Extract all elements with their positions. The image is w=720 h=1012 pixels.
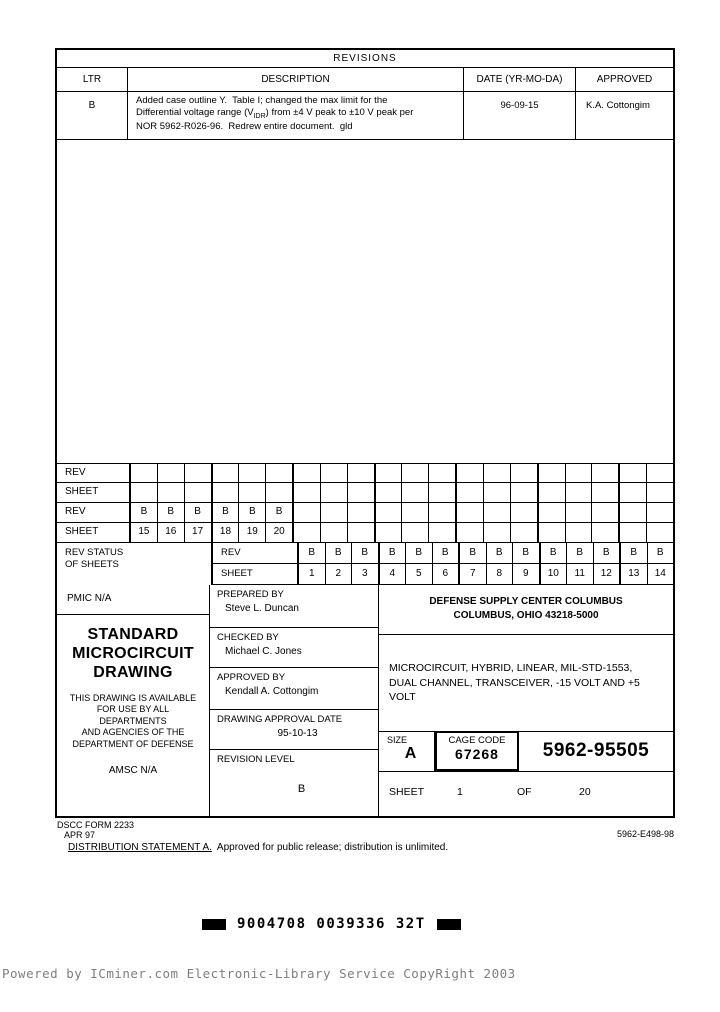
revision-level-value: B xyxy=(297,783,306,795)
cage-code-label: CAGE CODE xyxy=(448,735,506,746)
grid-cell: 1 xyxy=(297,564,325,584)
revisions-header-row xyxy=(57,68,673,92)
grid-cell xyxy=(483,483,510,502)
prepared-by-box xyxy=(210,585,378,628)
of-label: OF xyxy=(517,786,532,798)
grid-cell xyxy=(320,523,347,542)
amsc-label: AMSC N/A xyxy=(108,765,158,777)
grid-cell xyxy=(428,464,455,482)
grid-cell xyxy=(401,464,428,482)
grid-cell xyxy=(565,464,592,482)
revision-ltr: B xyxy=(57,92,128,139)
form-number: DSCC FORM 2233 xyxy=(57,820,135,830)
size-label: SIZE xyxy=(387,735,408,745)
table-row xyxy=(57,463,673,483)
grid-cell xyxy=(184,464,211,482)
grid-cell: B xyxy=(265,503,292,522)
grid-cell: B xyxy=(593,543,620,563)
grid-cell xyxy=(374,483,402,502)
grid-cell: 7 xyxy=(458,564,486,584)
grid-cell xyxy=(157,483,184,502)
grid-cell xyxy=(292,483,320,502)
smd-title-line2: MICROCIRCUIT xyxy=(72,645,194,663)
grid-cell xyxy=(618,464,646,482)
table-row xyxy=(213,564,673,585)
grid-cell: B xyxy=(238,503,265,522)
part-number: 5962-95505 xyxy=(542,740,650,761)
agency-line2: COLUMBUS, OHIO 43218-5000 xyxy=(453,609,599,621)
availability-line: FOR USE BY ALL xyxy=(96,704,170,715)
grid-cell: 13 xyxy=(619,564,647,584)
availability-line: DEPARTMENT OF DEFENSE xyxy=(72,738,194,749)
grid-cell xyxy=(646,503,673,522)
grid-cell xyxy=(211,483,239,502)
document-reference: 5962-E498-98 xyxy=(616,829,674,839)
availability-note xyxy=(57,693,209,751)
grid-cell xyxy=(347,523,374,542)
grid-cells xyxy=(129,483,673,502)
grid-cell xyxy=(292,464,320,482)
header-date: DATE (YR-MO-DA) xyxy=(464,68,576,91)
sheet-number: 1 xyxy=(457,786,463,798)
grid-cell xyxy=(211,464,239,482)
barcode-strip xyxy=(202,916,461,932)
grid-cell xyxy=(455,483,483,502)
grid-cell: 2 xyxy=(325,564,352,584)
grid-cell xyxy=(618,503,646,522)
smd-title-line3: DRAWING xyxy=(93,664,173,682)
grid-cell: 19 xyxy=(238,523,265,542)
grid-cell xyxy=(537,483,565,502)
checked-by-value: Michael C. Jones xyxy=(225,646,302,657)
agency-name xyxy=(379,585,673,635)
grid-cell xyxy=(646,523,673,542)
grid-cell xyxy=(320,464,347,482)
grid-cell xyxy=(591,523,618,542)
grid-cells xyxy=(297,543,673,563)
grid-cell xyxy=(374,503,402,522)
grid-cell xyxy=(537,464,565,482)
grid-cell: B xyxy=(129,503,157,522)
grid-cells xyxy=(129,523,673,542)
distribution-statement-body: Approved for public release; distribution is unlimited. xyxy=(211,842,449,853)
grid-cell xyxy=(510,464,537,482)
row-label-sheet: SHEET xyxy=(65,486,99,497)
grid-cell xyxy=(265,483,292,502)
header-approved: APPROVED xyxy=(596,74,653,85)
rev-status-grid xyxy=(213,543,673,585)
cage-code-value: 67268 xyxy=(455,746,499,762)
grid-cell xyxy=(157,464,184,482)
grid-cell: B xyxy=(566,543,593,563)
grid-cell: 17 xyxy=(184,523,211,542)
header-ltr: LTR xyxy=(57,68,128,91)
grid-cell xyxy=(565,503,592,522)
grid-cell xyxy=(618,483,646,502)
grid-cell xyxy=(646,464,673,482)
sheet-count-row xyxy=(379,772,673,816)
rev-status-caption xyxy=(57,543,213,585)
row-label-sheet: SHEET xyxy=(65,526,99,537)
grid-cell xyxy=(401,503,428,522)
smd-title-line1: STANDARD xyxy=(87,626,179,643)
grid-cell xyxy=(646,483,673,502)
row-label-rev: REV xyxy=(65,467,86,478)
grid-cell xyxy=(374,523,402,542)
total-sheets: 20 xyxy=(579,786,591,798)
grid-cell xyxy=(455,503,483,522)
grid-cell: B xyxy=(184,503,211,522)
prepared-by-label: PREPARED BY xyxy=(217,589,284,600)
grid-cell xyxy=(265,464,292,482)
prepared-by-value: Steve L. Duncan xyxy=(225,603,299,614)
grid-cell xyxy=(537,523,565,542)
grid-cell xyxy=(347,464,374,482)
grid-cell xyxy=(374,464,402,482)
grid-cells xyxy=(297,564,673,584)
grid-cell xyxy=(238,483,265,502)
revisions-title: REVISIONS xyxy=(57,50,673,68)
grid-cell: B xyxy=(297,543,325,563)
grid-cell xyxy=(455,464,483,482)
grid-cell xyxy=(129,464,157,482)
revision-description-line1: Added case outline Y. Table I; changed the max limit for the xyxy=(136,95,388,106)
device-description xyxy=(379,635,673,732)
grid-cell xyxy=(591,503,618,522)
grid-cell: 9 xyxy=(512,564,539,584)
size-cage-part-row xyxy=(379,732,673,772)
device-description-line: MICROCIRCUIT, HYBRID, LINEAR, MIL-STD-1553, xyxy=(389,661,633,674)
table-row xyxy=(57,503,673,523)
grid-cell: 18 xyxy=(211,523,239,542)
agency-line1: DEFENSE SUPPLY CENTER COLUMBUS xyxy=(429,596,623,607)
grid-cell: 8 xyxy=(486,564,513,584)
checked-by-label: CHECKED BY xyxy=(217,632,279,643)
device-description-line: VOLT xyxy=(389,691,416,704)
grid-cell: B xyxy=(619,543,647,563)
rev-status-caption-line1: REV STATUS xyxy=(65,547,124,558)
title-block-right xyxy=(379,585,673,816)
barcode-block-left-icon xyxy=(202,919,226,930)
grid-cell: B xyxy=(539,543,567,563)
grid-cell xyxy=(238,464,265,482)
revision-level-box xyxy=(210,750,378,816)
grid-cell: B xyxy=(211,503,239,522)
checked-by-box xyxy=(210,628,378,668)
grid-cell xyxy=(510,483,537,502)
approved-by-label: APPROVED BY xyxy=(217,672,286,683)
revision-approved: K.A. Cottongim xyxy=(586,100,650,111)
grid-cell xyxy=(292,503,320,522)
rev-status-caption-line2: OF SHEETS xyxy=(65,558,119,570)
grid-cell xyxy=(591,483,618,502)
header-description: DESCRIPTION xyxy=(128,68,464,91)
distribution-statement-title: DISTRIBUTION STATEMENT A. xyxy=(68,842,212,853)
grid-cell xyxy=(510,523,537,542)
grid-cell: B xyxy=(405,543,432,563)
grid-cell xyxy=(483,523,510,542)
grid-cell: 5 xyxy=(405,564,432,584)
grid-cell: B xyxy=(432,543,459,563)
grid-cell xyxy=(401,523,428,542)
revision-description-line2: Differential voltage range (V xyxy=(136,106,254,118)
grid-cell xyxy=(428,523,455,542)
grid-cells xyxy=(129,503,673,522)
grid-cell xyxy=(347,503,374,522)
row-label-rev: REV xyxy=(221,547,241,558)
title-block xyxy=(57,585,673,816)
grid-cell xyxy=(455,523,483,542)
barcode-block-right-icon xyxy=(437,919,461,930)
form-date: APR 97 xyxy=(64,830,96,840)
availability-line: AND AGENCIES OF THE xyxy=(81,727,185,738)
grid-cell: 10 xyxy=(539,564,567,584)
grid-cell xyxy=(537,503,565,522)
grid-cell xyxy=(428,483,455,502)
grid-cell xyxy=(483,464,510,482)
grid-cell: 11 xyxy=(566,564,593,584)
revision-level-label: REVISION LEVEL xyxy=(217,754,295,765)
grid-cell: B xyxy=(157,503,184,522)
approval-date-value: 95-10-13 xyxy=(277,728,318,739)
revision-date: 96-09-15 xyxy=(464,92,576,139)
device-description-line: DUAL CHANNEL, TRANSCEIVER, -15 VOLT AND +5 xyxy=(389,676,640,689)
title-block-middle xyxy=(210,585,379,816)
availability-line: THIS DRAWING IS AVAILABLE xyxy=(69,692,197,703)
grid-cell xyxy=(129,483,157,502)
grid-cell: B xyxy=(378,543,406,563)
grid-cell: B xyxy=(512,543,539,563)
cage-code-cell xyxy=(435,732,519,771)
grid-cell xyxy=(347,483,374,502)
grid-cell xyxy=(565,523,592,542)
distribution-statement xyxy=(68,842,448,853)
grid-cell: 20 xyxy=(265,523,292,542)
size-cell xyxy=(379,732,435,771)
approved-by-value: Kendall A. Cottongim xyxy=(225,686,319,697)
grid-cell: 15 xyxy=(129,523,157,542)
grid-cell: 14 xyxy=(647,564,674,584)
grid-cell xyxy=(428,503,455,522)
rev-status-table xyxy=(57,543,673,585)
approval-date-label: DRAWING APPROVAL DATE xyxy=(217,714,343,725)
grid-cell xyxy=(510,503,537,522)
grid-cell xyxy=(292,523,320,542)
table-row xyxy=(213,543,673,564)
grid-cell xyxy=(401,483,428,502)
grid-cell xyxy=(565,483,592,502)
grid-cell xyxy=(320,503,347,522)
row-label-rev: REV xyxy=(65,506,86,517)
grid-cell: 6 xyxy=(432,564,459,584)
grid-cell: 12 xyxy=(593,564,620,584)
table-row xyxy=(57,483,673,503)
grid-cell: 3 xyxy=(351,564,378,584)
blank-drawing-area xyxy=(57,140,673,463)
approval-date-box xyxy=(210,710,378,750)
grid-cell: B xyxy=(647,543,674,563)
grid-cells xyxy=(129,464,673,482)
title-block-left xyxy=(57,585,210,816)
grid-cell: 16 xyxy=(157,523,184,542)
grid-cell: B xyxy=(458,543,486,563)
approved-by-box xyxy=(210,668,378,710)
sheet-label: SHEET xyxy=(389,786,425,798)
pmic-label: PMIC N/A xyxy=(57,585,209,615)
barcode-text: 9004708 0039336 32T xyxy=(237,916,426,932)
library-watermark: Powered by ICminer.com Electronic-Library Service CopyRight 2003 xyxy=(2,966,516,981)
grid-cell: B xyxy=(351,543,378,563)
revision-description-subscript: IDR xyxy=(253,112,266,120)
sheet-status-upper-table xyxy=(57,463,673,543)
grid-cell xyxy=(483,503,510,522)
smd-area xyxy=(57,615,209,816)
availability-line: DEPARTMENTS xyxy=(99,715,167,726)
grid-cell xyxy=(184,483,211,502)
document-border xyxy=(55,48,675,818)
revision-description-line3: NOR 5962-R026-96. Redrew entire document. gld xyxy=(136,121,353,132)
grid-cell xyxy=(591,464,618,482)
revision-description-line2b: ) from ±4 V peak to ±10 V peak per xyxy=(265,106,414,118)
grid-cell: 4 xyxy=(378,564,406,584)
row-label-sheet: SHEET xyxy=(221,568,253,579)
size-value: A xyxy=(404,745,417,762)
grid-cell xyxy=(618,523,646,542)
revision-description xyxy=(128,92,464,139)
grid-cell: B xyxy=(325,543,352,563)
grid-cell: B xyxy=(486,543,513,563)
table-row xyxy=(57,523,673,543)
smd-title xyxy=(57,625,209,683)
grid-cell xyxy=(320,483,347,502)
revision-row xyxy=(57,92,673,140)
